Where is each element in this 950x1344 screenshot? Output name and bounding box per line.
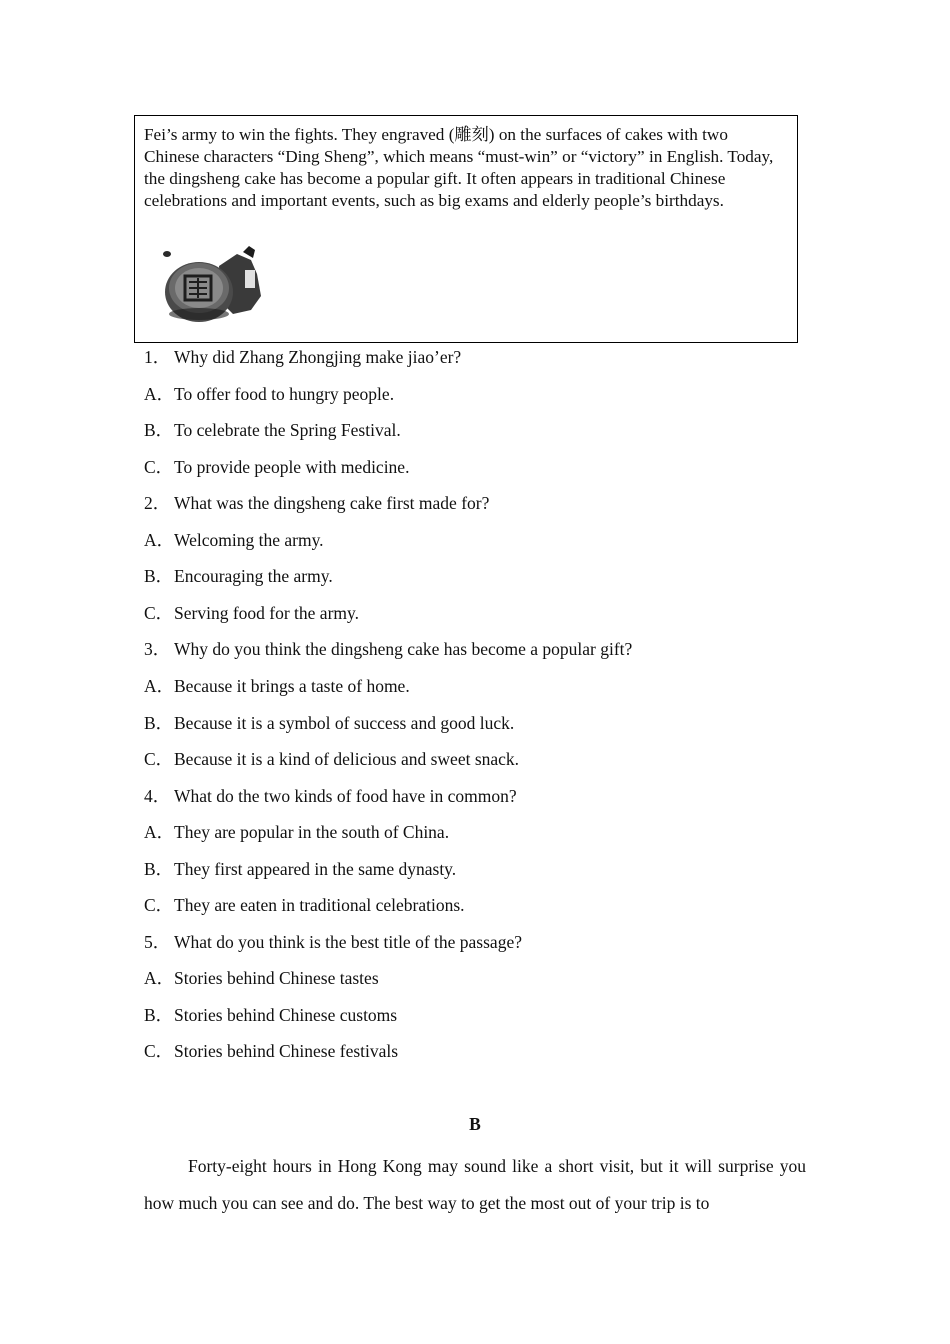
option-letter: A． — [144, 384, 175, 404]
question-text: Why do you think the dingsheng cake has become a popular gift? — [174, 639, 633, 659]
question-4 — [144, 785, 517, 807]
question-1 — [144, 346, 461, 368]
option-2a — [144, 529, 324, 551]
option-text: Because it is a kind of delicious and sweet snack. — [174, 749, 520, 769]
dingsheng-cake-image — [159, 244, 269, 328]
option-letter: B． — [144, 420, 174, 440]
option-4c — [144, 894, 465, 916]
option-text: Stories behind Chinese customs — [174, 1005, 398, 1025]
question-number: 1． — [144, 347, 171, 367]
section-heading: B — [469, 1114, 481, 1134]
option-letter: B． — [144, 566, 174, 586]
option-text: Because it is a symbol of success and good luck. — [174, 713, 515, 733]
option-letter: C． — [144, 749, 174, 769]
option-text: Stories behind Chinese festivals — [174, 1041, 399, 1061]
cake-crumb — [163, 251, 171, 257]
question-number: 2． — [144, 493, 171, 513]
option-2b — [144, 565, 333, 587]
option-4b — [144, 858, 456, 880]
question-text: What do the two kinds of food have in common? — [174, 786, 517, 806]
option-1b — [144, 419, 401, 441]
option-letter: C． — [144, 457, 174, 477]
question-number: 4． — [144, 786, 171, 806]
option-text: They are popular in the south of China. — [174, 822, 450, 842]
option-text: To offer food to hungry people. — [174, 384, 395, 404]
question-5 — [144, 931, 522, 953]
option-1c — [144, 456, 409, 478]
question-text: Why did Zhang Zhongjing make jiao’er? — [174, 347, 462, 367]
option-text: Welcoming the army. — [174, 530, 324, 550]
option-5b — [144, 1004, 397, 1026]
section-b-paragraph: Forty-eight hours in Hong Kong may sound like a short visit, but it will surprise you how much you can see and do. The best way to get the most out of your trip is to — [144, 1156, 806, 1213]
passage-text: Fei’s army to win the fights. They engraved (雕刻) on the surfaces of cakes with two Chinese characters “Ding Sheng”, which means “must-win” or “victory” in English. Today, the dingsheng cake has become a popular gift. It often appears in traditional Chinese celebrations and important events, such as big exams and elderly people’s birthdays. — [144, 125, 774, 210]
question-2 — [144, 492, 489, 514]
option-letter: A． — [144, 676, 175, 696]
option-3b — [144, 712, 514, 734]
question-text: What was the dingsheng cake first made for? — [174, 493, 490, 513]
option-text: Because it brings a taste of home. — [174, 676, 410, 696]
option-letter: A． — [144, 530, 175, 550]
question-number: 3． — [144, 639, 171, 659]
option-letter: A． — [144, 822, 175, 842]
option-text: Encouraging the army. — [174, 566, 333, 586]
option-5c — [144, 1040, 398, 1062]
option-letter: C． — [144, 1041, 174, 1061]
option-3a — [144, 675, 410, 697]
option-text: Stories behind Chinese tastes — [174, 968, 379, 988]
option-letter: B． — [144, 713, 174, 733]
option-2c — [144, 602, 359, 624]
question-text: What do you think is the best title of the passage? — [174, 932, 522, 952]
option-5a — [144, 967, 379, 989]
passage-box — [134, 115, 798, 343]
option-text: To provide people with medicine. — [174, 457, 410, 477]
option-3c — [144, 748, 519, 770]
option-letter: B． — [144, 859, 174, 879]
option-text: They are eaten in traditional celebrations. — [174, 895, 465, 915]
option-letter: C． — [144, 895, 174, 915]
option-text: They first appeared in the same dynasty. — [174, 859, 457, 879]
question-3 — [144, 638, 632, 660]
option-letter: C． — [144, 603, 174, 623]
option-1a — [144, 383, 394, 405]
option-text: To celebrate the Spring Festival. — [174, 420, 401, 440]
question-number: 5． — [144, 932, 171, 952]
option-4a — [144, 821, 449, 843]
option-text: Serving food for the army. — [174, 603, 359, 623]
option-letter: B． — [144, 1005, 174, 1025]
option-letter: A． — [144, 968, 175, 988]
